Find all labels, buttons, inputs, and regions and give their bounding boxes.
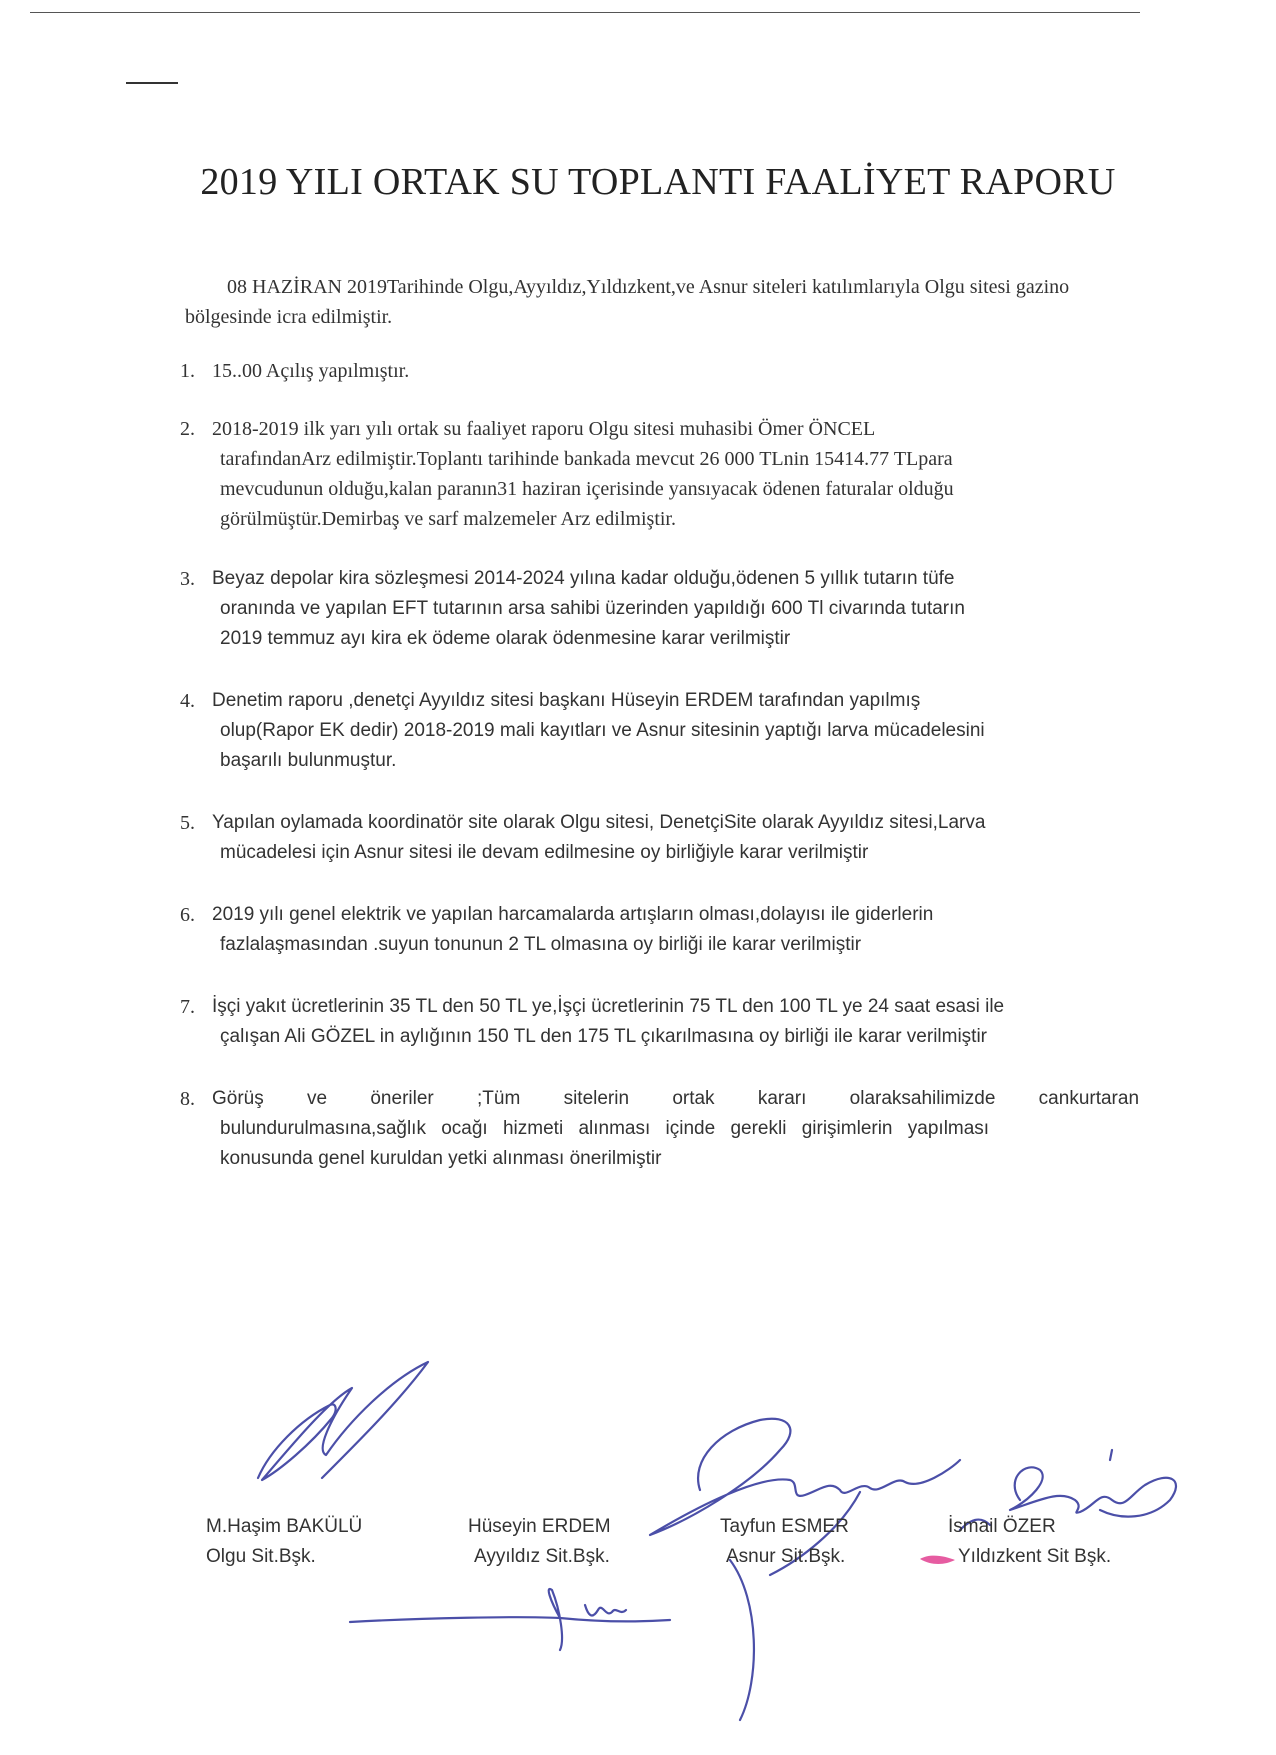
signatory-4 <box>948 1512 1111 1572</box>
item-line: Yapılan oylamada koordinatör site olarak Olgu sitesi, DenetçiSite olarak Ayyıldız sitesi,Larva <box>212 812 986 833</box>
item-line: tarafındanArz edilmiştir.Toplantı tarihinde bankada mevcut 26 000 TLnin 15414.77 TLpara <box>220 448 953 470</box>
signature-bakulu <box>258 1362 428 1480</box>
item-text <box>180 900 933 960</box>
document-title: 2019 YILI ORTAK SU TOPLANTI FAALİYET RAPORU <box>200 161 1116 203</box>
item-line <box>180 1084 1160 1114</box>
item-text <box>180 686 985 776</box>
item-line: 2019 yılı genel elektrik ve yapılan harcamalarda artışların olması,dolayısı ile giderlerin <box>212 904 934 925</box>
item-line: konusunda genel kuruldan yetki alınması önerilmiştir <box>220 1148 662 1169</box>
item-line: çalışan Ali GÖZEL in aylığının 150 TL den 175 TL çıkarılmasına oy birliği ile karar verilmiştir <box>220 1026 988 1047</box>
item-text <box>180 992 1004 1052</box>
item-line: 15..00 Açılış yapılmıştır. <box>212 360 410 382</box>
signatory-name: Tayfun ESMER <box>720 1516 849 1537</box>
item-line: Beyaz depolar kira sözleşmesi 2014-2024 yılına kadar olduğu,ödenen 5 yıllık tutarın tüfe <box>212 568 955 589</box>
item-line: bulundurulmasına,sağlık ocağı hizmeti alınması içinde gerekli girişimlerin yapılması <box>220 1118 990 1139</box>
item-number: 4. <box>180 690 195 712</box>
item-line: 2018-2019 ilk yarı yılı ortak su faaliyet raporu Olgu sitesi muhasibi Ömer ÖNCEL <box>212 418 876 440</box>
item-line: oranında ve yapılan EFT tutarının arsa sahibi üzerinden yapıldığı 600 Tl civarında tutarın <box>220 598 965 619</box>
top-rule <box>30 12 1140 13</box>
signature-erdem <box>350 1589 670 1650</box>
item-number: 2. <box>180 418 195 440</box>
item-number: 1. <box>180 360 195 382</box>
signatory-1 <box>206 1512 362 1572</box>
signatory-name: M.Haşim BAKÜLÜ <box>206 1516 363 1537</box>
item-line: başarılı bulunmuştur. <box>220 750 397 771</box>
item-text <box>180 356 409 386</box>
item-line: fazlalaşmasından .suyun tonunun 2 TL olmasına oy birliği ile karar verilmiştir <box>220 934 862 955</box>
signatory-title: Olgu Sit.Bşk. <box>206 1546 316 1567</box>
signatory-2 <box>468 1512 611 1572</box>
item-number: 6. <box>180 904 195 926</box>
item-text <box>180 808 985 868</box>
item-line: mücadelesi için Asnur sitesi ile devam edilmesine oy birliğiyle karar verilmiştir <box>220 842 869 863</box>
item-number: 7. <box>180 996 195 1018</box>
signatory-name: Hüseyin ERDEM <box>468 1516 611 1537</box>
item-text <box>180 564 965 654</box>
margin-mark <box>126 82 178 84</box>
item-number: 8. <box>180 1088 195 1110</box>
signatory-title: Ayyıldız Sit.Bşk. <box>474 1546 610 1567</box>
item-line: İşçi yakıt ücretlerinin 35 TL den 50 TL ye,İşçi ücretlerinin 75 TL den 100 TL ye 24 saat esasi ile <box>212 996 1005 1017</box>
item-number: 3. <box>180 568 195 590</box>
item-line: mevcudunun olduğu,kalan paranın31 haziran içerisinde yansıyacak ödenen faturalar olduğu <box>220 478 954 500</box>
item-number: 5. <box>180 812 195 834</box>
item-line: olup(Rapor EK dedir) 2018-2019 mali kayıtları ve Asnur sitesinin yaptığı larva mücadelesini <box>220 720 985 741</box>
intro-paragraph: 08 HAZİRAN 2019Tarihinde Olgu,Ayyıldız,Yıldızkent,ve Asnur siteleri katılımlarıyla Olgu sitesi gazino bölgesinde icra edilmiştir. <box>185 276 1070 328</box>
item-line: Denetim raporu ,denetçi Ayyıldız sitesi başkanı Hüseyin ERDEM tarafından yapılmış <box>212 690 921 711</box>
item-line-fragment: Görüş ve öneriler ;Tüm sitelerin ortak kararı olaraksahilimizde cankurtaran <box>212 1088 1140 1109</box>
item-text <box>180 1084 1160 1174</box>
item-line: 2019 temmuz ayı kira ek ödeme olarak ödenmesine karar verilmiştir <box>220 628 791 649</box>
item-text <box>180 414 954 534</box>
item-line: görülmüştür.Demirbaş ve sarf malzemeler Arz edilmiştir. <box>220 508 676 530</box>
signatory-name: İsmail ÖZER <box>948 1516 1056 1537</box>
signatory-3 <box>720 1512 849 1572</box>
signatory-title: Yıldızkent Sit Bşk. <box>958 1546 1112 1567</box>
signatory-title: Asnur Sit.Bşk. <box>726 1546 846 1567</box>
